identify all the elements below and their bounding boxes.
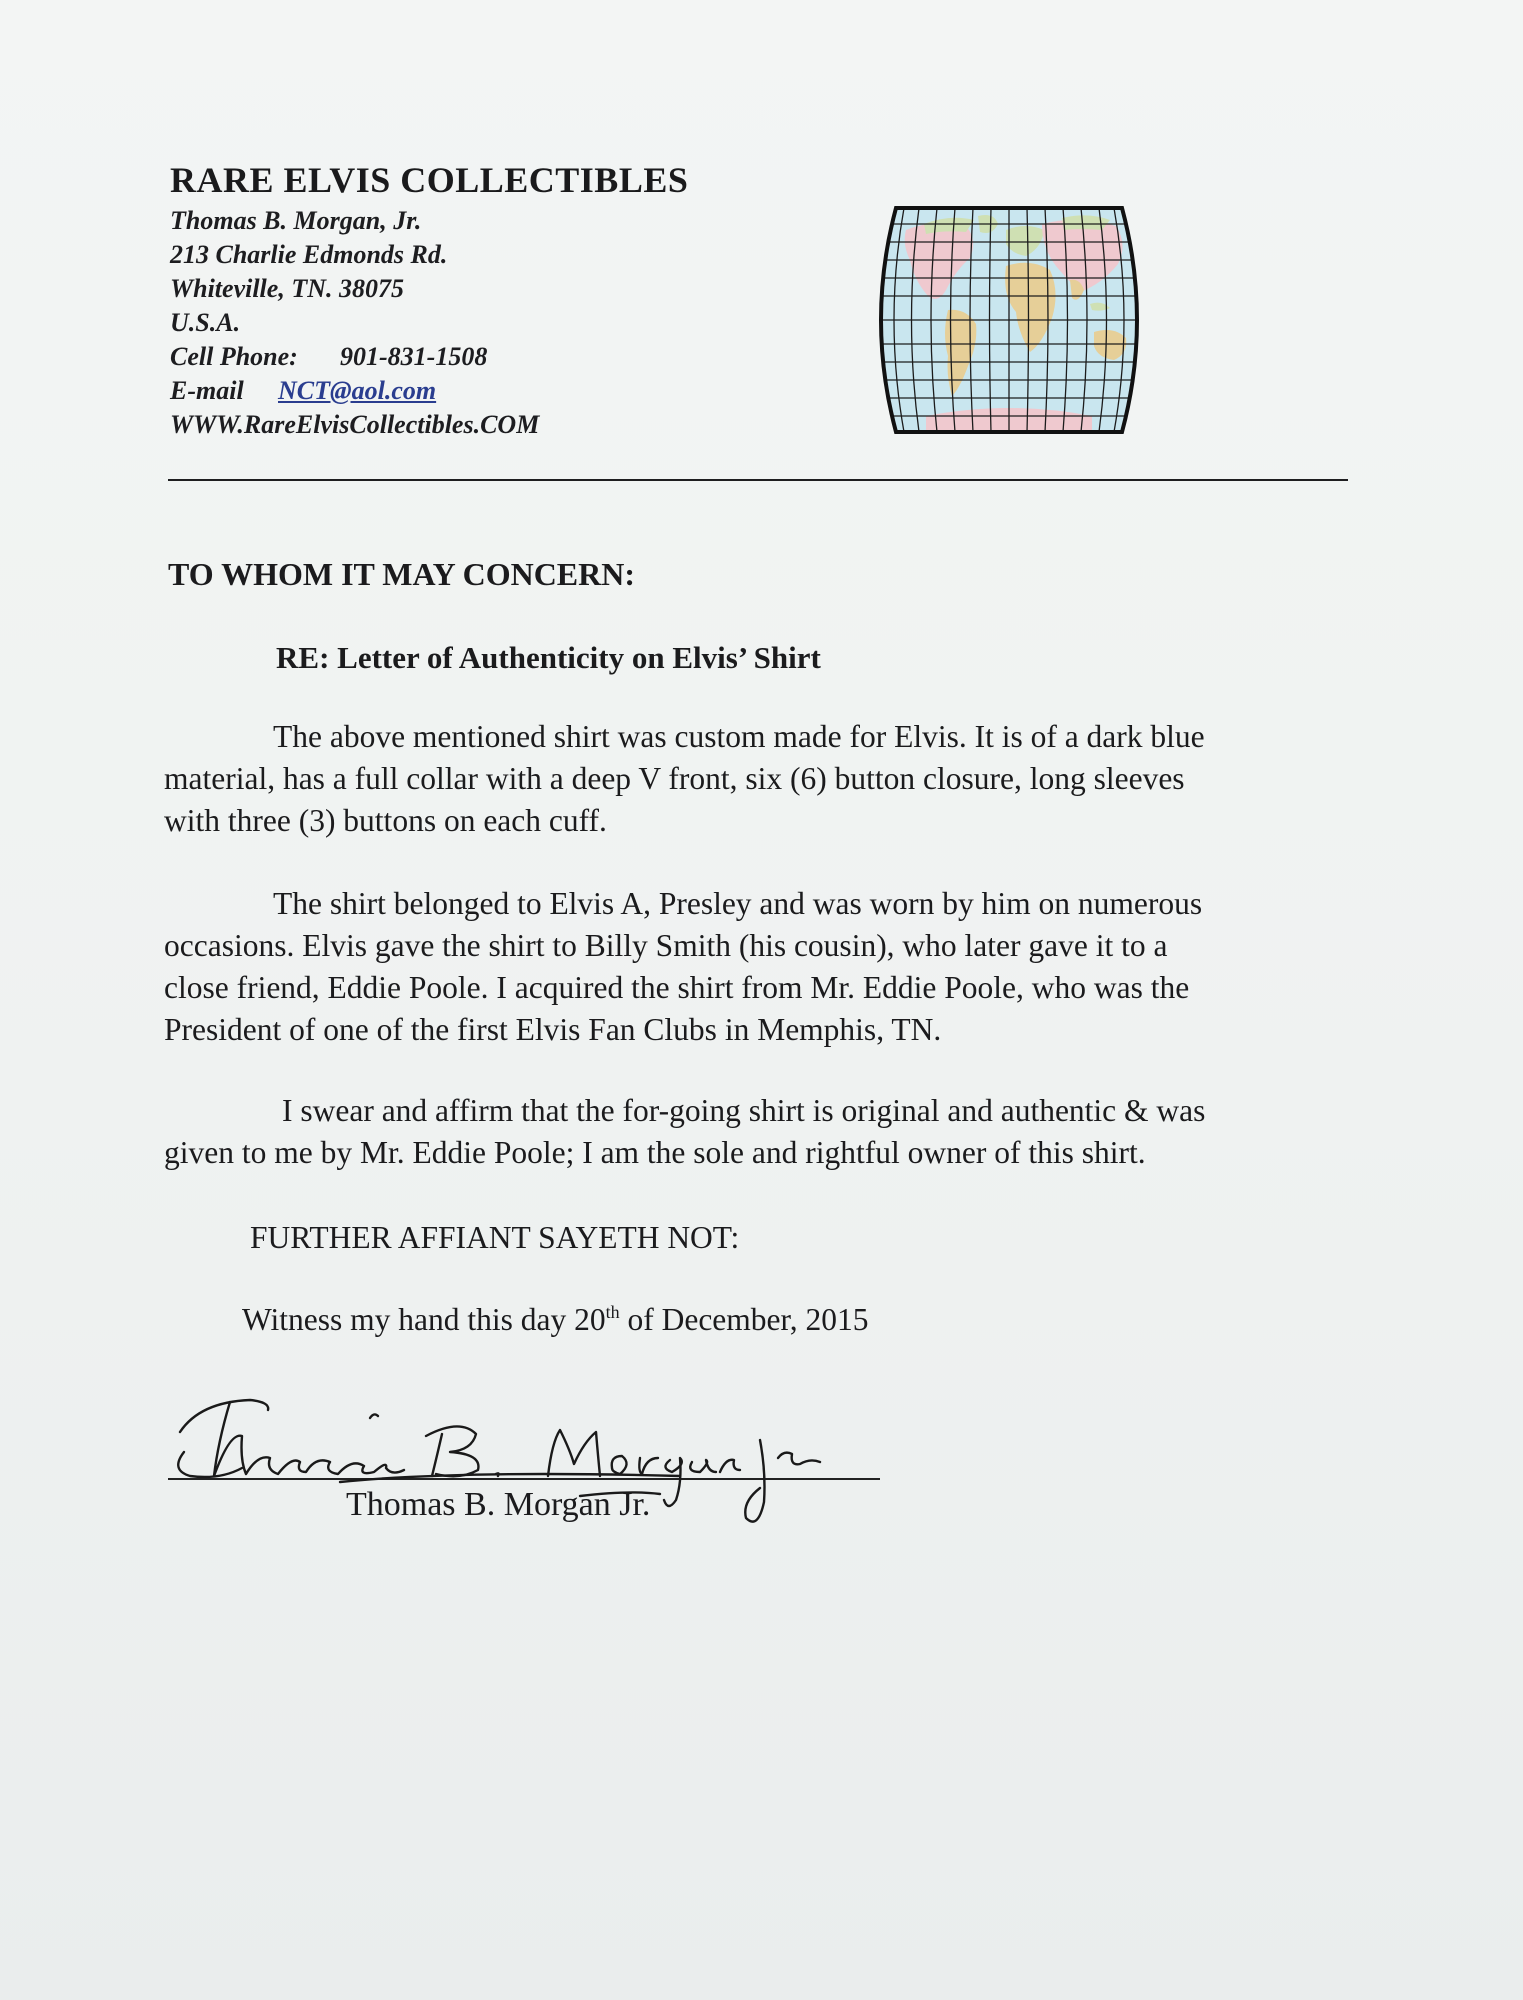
paragraph-line: material, has a full collar with a deep V front, six (6) button closure, long sleeves	[164, 761, 1185, 796]
witness-line	[242, 1302, 869, 1338]
street-address: 213 Charlie Edmonds Rd.	[170, 240, 448, 269]
paragraph-line: President of one of the first Elvis Fan Clubs in Memphis, TN.	[164, 1012, 942, 1047]
globe-icon	[866, 200, 1152, 440]
email-label: E-mail	[170, 376, 244, 405]
affiant-statement: FURTHER AFFIANT SAYETH NOT:	[250, 1220, 740, 1255]
paragraph-description	[164, 716, 1364, 842]
subject-line: RE: Letter of Authenticity on Elvis’ Shirt	[276, 640, 821, 675]
paragraph-affirmation	[164, 1090, 1364, 1174]
city-state-zip: Whiteville, TN. 38075	[170, 274, 404, 303]
paragraph-line: occasions. Elvis gave the shirt to Billy Smith (his cousin), who later gave it to a	[164, 928, 1168, 963]
paragraph-provenance	[164, 883, 1364, 1051]
email-link[interactable]: NCT@aol.com	[278, 376, 437, 405]
country: U.S.A.	[170, 308, 241, 337]
signer-name: Thomas B. Morgan Jr.	[346, 1486, 651, 1523]
email-line	[170, 374, 870, 408]
letterhead-divider	[168, 479, 1348, 481]
paragraph-line: close friend, Eddie Poole. I acquired the shirt from Mr. Eddie Poole, who was the	[164, 970, 1190, 1005]
paragraph-line: with three (3) buttons on each cuff.	[164, 803, 607, 838]
phone-line	[170, 340, 870, 374]
witness-ordinal: th	[605, 1302, 620, 1322]
witness-prefix: Witness my hand this day 20	[242, 1302, 606, 1337]
owner-name: Thomas B. Morgan, Jr.	[170, 206, 422, 235]
paragraph-line: The above mentioned shirt was custom made for Elvis. It is of a dark blue	[273, 719, 1205, 754]
witness-suffix: of December, 2015	[619, 1302, 869, 1337]
paragraph-line: The shirt belonged to Elvis A, Presley and was worn by him on numerous	[273, 886, 1203, 921]
phone-label: Cell Phone:	[170, 342, 298, 371]
salutation: TO WHOM IT MAY CONCERN:	[168, 556, 636, 592]
paragraph-line: I swear and affirm that the for-going shirt is original and authentic & was	[282, 1093, 1206, 1128]
handwritten-signature	[160, 1372, 900, 1542]
website: WWW.RareElvisCollectibles.COM	[170, 410, 540, 439]
phone-number: 901-831-1508	[340, 342, 488, 371]
company-name: RARE ELVIS COLLECTIBLES	[170, 160, 689, 200]
letterhead	[170, 162, 870, 442]
paragraph-line: given to me by Mr. Eddie Poole; I am the sole and rightful owner of this shirt.	[164, 1135, 1146, 1170]
